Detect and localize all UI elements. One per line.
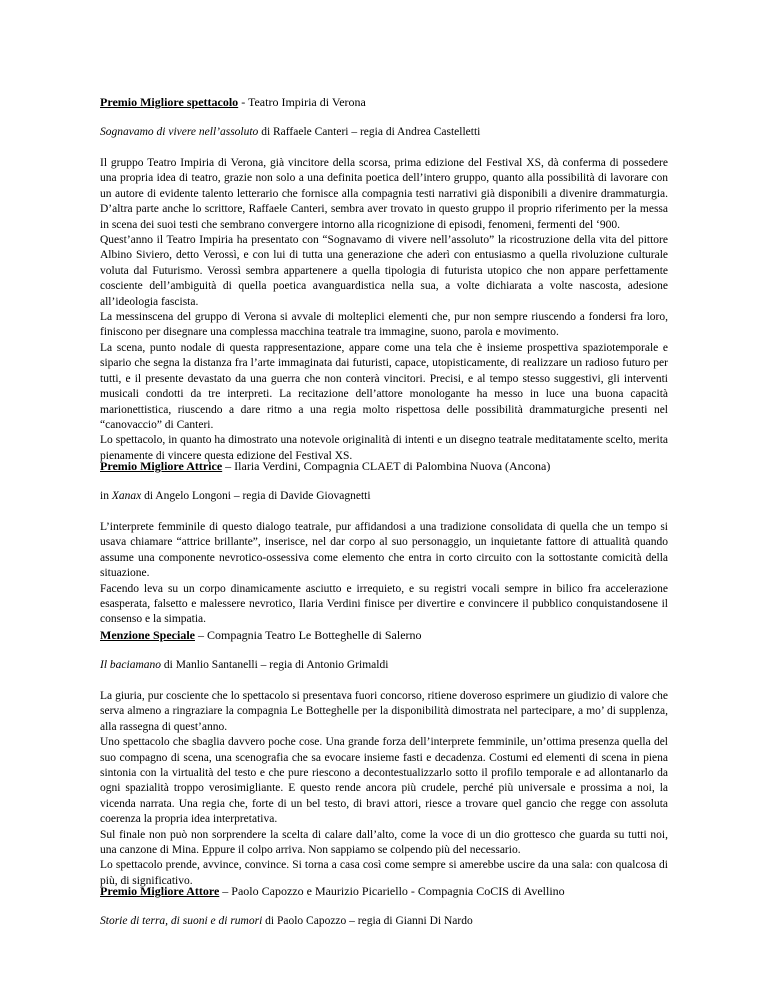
- paragraph: Lo spettacolo, in quanto ha dimostrato una notevole originalità di intenti e un disegno teatrale meditatamente scelto, merita pienamente di vincere questa edizione del Festival XS.: [100, 434, 668, 462]
- award-title: Premio Migliore Attrice: [100, 459, 223, 473]
- section-special-mention: [100, 627, 668, 889]
- paragraph: Il gruppo Teatro Impiria di Verona, già vincitore della scorsa, prima edizione del Festival XS, dà conferma di possedere una propria idea di teatro, grazie non solo a una definita poetica dell’intero gruppo, quanto alla possibilità di lavorare con un autore di evidente talento letterario che fornisce alla compagnia testi narrativi già disponibili a divenire drammaturgia. D’altra parte anche lo scrittore, Raffaele Canteri, sembra aver trovato in questo gruppo il proprio riferimento per la messa in scena dei suoi testi che sembrano convergere intorno alla ricognizione di episodi, fenomeni, fermenti del ‘900.: [100, 157, 668, 231]
- show-credits: di Manlio Santanelli – regia di Antonio Grimaldi: [161, 659, 389, 671]
- paragraph: L’interprete femminile di questo dialogo teatrale, pur affidandosi a una tradizione consolidata di quella che un tempo si usava chiamare “attrice brillante”, inserisce, nel dar corpo al suo personaggio, un inquietante fattore di attualità quando assume una componente nevrotico-ossessiva come elemento che entra in corto circuito con la sottostante comicità della situazione.: [100, 521, 668, 580]
- show-title: Il baciamano: [100, 659, 162, 671]
- show-title: Storie di terra, di suoni e di rumori: [100, 915, 263, 927]
- award-title: Menzione Speciale: [100, 628, 195, 642]
- show-title: Sognavamo di vivere nell’assoluto: [100, 126, 259, 138]
- paragraph: Lo spettacolo prende, avvince, convince. Si torna a casa così come sempre si amerebbe uscire da una sala: con qualcosa di più, di significativo.: [100, 859, 668, 887]
- section-best-actor: [100, 883, 668, 929]
- section-best-show: [100, 94, 668, 464]
- show-credit: [100, 489, 668, 504]
- award-recipient: – Paolo Capozzo e Maurizio Picariello - Compagnia CoCIS di Avellino: [219, 884, 565, 898]
- award-title: Premio Migliore spettacolo: [100, 95, 239, 109]
- show-credits: di Paolo Capozzo – regia di Gianni Di Nardo: [262, 915, 473, 927]
- paragraph: La giuria, pur cosciente che lo spettacolo si presentava fuori concorso, ritiene doveroso esprimere un giudizio di valore che serva almeno a ringraziare la compagnia Le Botteghelle per la disponibilità dimostrata nel partecipare, a mo’ di supplenza, alla rassegna di quest’anno.: [100, 690, 668, 733]
- section-body: [100, 520, 668, 628]
- award-recipient: – Ilaria Verdini, Compagnia CLAET di Palombina Nuova (Ancona): [222, 459, 551, 473]
- show-prefix: in: [100, 490, 112, 502]
- show-title: Xanax: [111, 490, 142, 502]
- paragraph: La messinscena del gruppo di Verona si avvale di molteplici elementi che, pur non sempre riuscendo a fondersi fra loro, finiscono per disegnare una complessa macchina teatrale tra immagine, suono, parola e movimento.: [100, 311, 668, 339]
- section-heading: [100, 883, 668, 899]
- show-credit: [100, 914, 668, 929]
- section-best-actress: [100, 458, 668, 628]
- award-title: Premio Migliore Attore: [100, 884, 220, 898]
- show-credit: [100, 658, 668, 673]
- paragraph: Uno spettacolo che sbaglia davvero poche cose. Una grande forza dell’interprete femminile, un’ottima presenza quella del suo compagno di scena, una scenografia che sa evocare insieme fasti e decadenza. Costumi ed elementi di scena in piena sintonia con la virtualità del testo e che pure riescono a decontestualizzarlo sotto il profilo temporale e ad allontanarlo da ogni spazialità troppo verosimigliante. E questo rende ancora più crudele, perché più universale e prossima a noi, la vicenda narrata. Una regia che, forte di un bel testo, di bravi attori, riesce a trovare quel gancio che regge con assoluta coerenza la propria idea interpretativa.: [100, 736, 668, 826]
- paragraph: Quest’anno il Teatro Impiria ha presentato con “Sognavamo di vivere nell’assoluto” la ricostruzione della vita del pittore Albino Siviero, detto Verossì, e con lui di tutta una generazione che aderì con entusiasmo a quella rivoluzione culturale voluta dal Futurismo. Verossì sembra appartenere a quella tipologia di futurista utopico che non appare perfettamente cosciente dell’ambiguità di quella poetica avanguardistica nella sua, a volte dichiarata a volte nascosta, adesione all’ideologia fascista.: [100, 234, 668, 308]
- section-heading: [100, 627, 668, 643]
- show-credits: di Raffaele Canteri – regia di Andrea Castelletti: [258, 126, 481, 138]
- section-heading: [100, 94, 668, 110]
- award-recipient: – Compagnia Teatro Le Botteghelle di Salerno: [194, 628, 422, 642]
- show-credit: [100, 125, 668, 140]
- paragraph: La scena, punto nodale di questa rappresentazione, appare come una tela che è insieme prospettiva spaziotemporale e sipario che segna la distanza fra l’arte immaginata dai futuristi, capace, utopisticamente, di realizzare un radioso futuro per tutti, e il presente devastato da una guerra che non conterà vincitori. Precisi, e al tempo stesso suggestivi, gli interventi musicali condotti da tre interpreti. La recitazione dell’attore monologante ha messo in luce una buona capacità marionettistica, riuscendo a dare ritmo a una regia molto rispettosa delle possibilità drammaturgiche presenti nel “canovaccio” di Canteri.: [100, 341, 668, 431]
- award-recipient: - Teatro Impiria di Verona: [238, 95, 366, 109]
- section-body: [100, 156, 668, 464]
- paragraph: Facendo leva su un corpo dinamicamente asciutto e irrequieto, e su registri vocali sempre in bilico fra accelerazione esasperata, falsetto e malessere nevrotico, Ilaria Verdini finisce per divertire e convincere il pubblico conquistandosene il consenso e la simpatia.: [100, 582, 668, 626]
- paragraph: Sul finale non può non sorprendere la scelta di calare dall’alto, come la voce di un dio grottesco che guarda su tutti noi, una canzone di Mina. Eppure il colpo arriva. Non sappiamo se colpendo più del necessario.: [100, 828, 668, 857]
- section-heading: [100, 458, 668, 474]
- show-credits: di Angelo Longoni – regia di Davide Giovagnetti: [141, 490, 371, 502]
- section-body: [100, 689, 668, 889]
